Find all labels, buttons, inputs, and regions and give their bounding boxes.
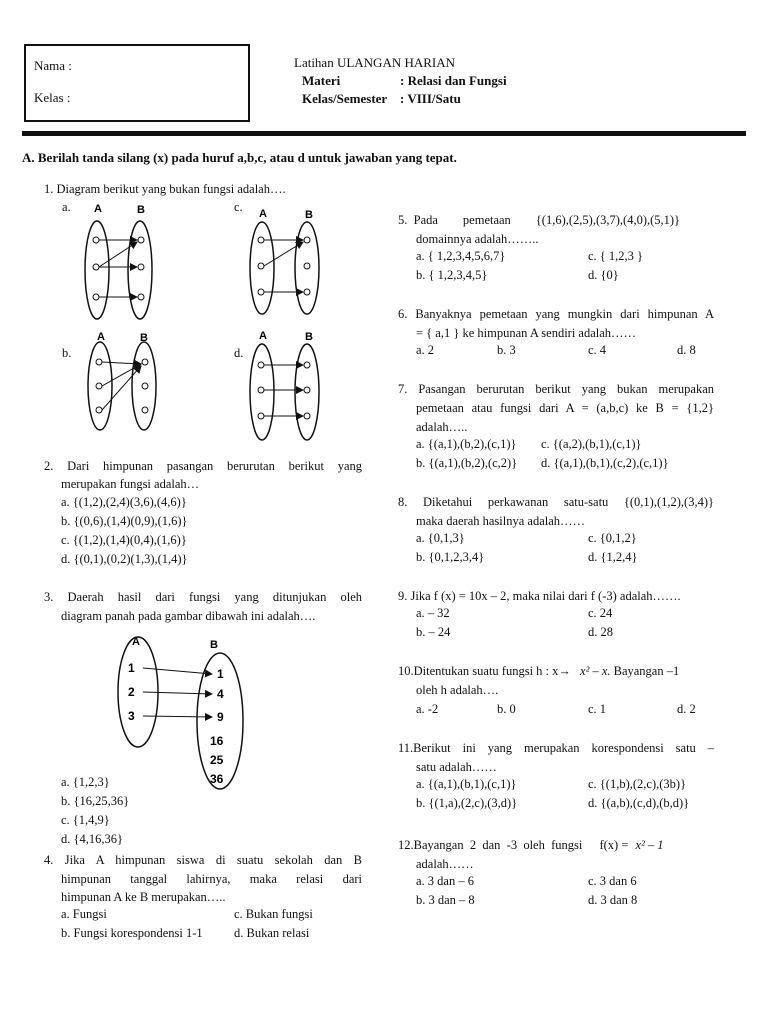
- q1-diagram-b: [88, 331, 156, 430]
- section-instruction: A. Berilah tanda silang (x) pada huruf a,b,c, atau d untuk jawaban yang tepat.: [22, 150, 457, 165]
- q3-diagram: [118, 636, 243, 789]
- q6-option-b[interactable]: b. 3: [497, 343, 516, 357]
- kelas-semester-value: : VIII/Satu: [400, 91, 461, 106]
- question-1: 1. Diagram berikut yang bukan fungsi adalah….: [44, 182, 286, 196]
- q1-label-b[interactable]: b.: [62, 346, 72, 360]
- question-6-line1: 6. Banyaknya pemetaan yang mungkin dari himpunan A: [398, 307, 714, 321]
- q10-option-d[interactable]: d. 2: [677, 702, 696, 716]
- question-7-line2: pemetaan atau fungsi dari A = (a,b,c) ke B = {1,2}: [416, 401, 714, 415]
- q10-text-pre: 10.Ditentukan suatu fungsi h : x→: [398, 664, 571, 678]
- q7-option-c[interactable]: c. {(a,2),(b,1),(c,1)}: [541, 437, 642, 451]
- q8-option-d[interactable]: d. {1,2,4}: [588, 550, 638, 564]
- q4-option-c[interactable]: c. Bukan fungsi: [234, 907, 313, 921]
- q3-set-a-label: A: [132, 636, 140, 648]
- q4-option-b[interactable]: b. Fungsi korespondensi 1-1: [61, 926, 203, 940]
- q5-option-b[interactable]: b. { 1,2,3,4,5}: [416, 268, 488, 282]
- nama-field[interactable]: Nama :: [34, 58, 72, 73]
- q8-option-c[interactable]: c. {0,1,2}: [588, 531, 637, 545]
- question-10-line2: oleh h adalah….: [416, 683, 499, 697]
- q3-codomain-16: 16: [210, 734, 224, 748]
- header-title: Latihan ULANGAN HARIAN: [294, 55, 456, 70]
- q8-option-a[interactable]: a. {0,1,3}: [416, 531, 465, 545]
- question-3-line2: diagram panah pada gambar dibawah ini adalah….: [61, 609, 316, 623]
- q12-option-b[interactable]: b. 3 dan – 8: [416, 893, 475, 907]
- q1a-set-b-label: B: [137, 204, 145, 216]
- q12-option-c[interactable]: c. 3 dan 6: [588, 874, 637, 888]
- question-3-line1: 3. Daerah hasil dari fungsi yang ditunjukan oleh: [44, 590, 362, 604]
- q6-option-d[interactable]: d. 8: [677, 343, 696, 357]
- question-11-line2: satu adalah……: [416, 760, 497, 774]
- q1b-set-a-label: A: [97, 331, 105, 343]
- question-4-line1: 4. Jika A himpunan siswa di suatu sekolah dan B: [44, 853, 362, 867]
- question-4-line2: himpunan tanggal lahirnya, maka relasi dari: [61, 872, 362, 886]
- q10-option-a[interactable]: a. -2: [416, 702, 439, 716]
- q9-option-b[interactable]: b. – 24: [416, 625, 451, 639]
- q9-option-c[interactable]: c. 24: [588, 606, 613, 620]
- question-7-line1: 7. Pasangan berurutan berikut yang bukan merupakan: [398, 382, 714, 396]
- q1a-set-a-label: A: [94, 203, 102, 215]
- q12-option-a[interactable]: a. 3 dan – 6: [416, 874, 474, 888]
- q5-option-d[interactable]: d. {0}: [588, 268, 619, 282]
- q10-text-post: Bayangan –1: [613, 664, 680, 678]
- q7-option-a[interactable]: a. {(a,1),(b,2),(c,1)}: [416, 437, 517, 451]
- q3-codomain-4: 4: [217, 687, 224, 701]
- question-8-line1: 8. Diketahui perkawanan satu-satu {(0,1),(1,2),(3,4)}: [398, 495, 714, 509]
- q2-option-a[interactable]: a. {(1,2),(2,4)(3,6),(4,6)}: [61, 495, 187, 509]
- materi-value: : Relasi dan Fungsi: [400, 73, 507, 88]
- q10-math: x² – x.: [580, 664, 611, 678]
- q2-option-d[interactable]: d. {(0,1),(0,2)(1,3),(1,4)}: [61, 552, 188, 566]
- q12-fx: f(x) =: [599, 838, 629, 852]
- question-10-line1: [398, 662, 679, 681]
- q1d-set-b-label: B: [305, 331, 313, 343]
- q8-option-b[interactable]: b. {0,1,2,3,4}: [416, 550, 485, 564]
- q3-option-d[interactable]: d. {4,16,36}: [61, 832, 123, 846]
- q10-option-c[interactable]: c. 1: [588, 702, 607, 716]
- q12-option-d[interactable]: d. 3 dan 8: [588, 893, 638, 907]
- q1-label-c[interactable]: c.: [234, 200, 243, 214]
- q5-option-a[interactable]: a. { 1,2,3,4,5,6,7}: [416, 249, 506, 263]
- q11-option-c[interactable]: c. {(1,b),(2,c),(3b)}: [588, 777, 687, 791]
- q3-option-c[interactable]: c. {1,4,9}: [61, 813, 110, 827]
- question-5-line2: domainnya adalah……..: [416, 232, 539, 246]
- q3-option-a[interactable]: a. {1,2,3}: [61, 775, 110, 789]
- q6-option-c[interactable]: c. 4: [588, 343, 607, 357]
- q3-domain-2: 2: [128, 685, 135, 699]
- kelas-semester-label: Kelas/Semester: [302, 91, 388, 106]
- q11-option-b[interactable]: b. {(1,a),(2,c),(3,d)}: [416, 796, 518, 810]
- q1-label-d[interactable]: d.: [234, 346, 244, 360]
- q9-option-a[interactable]: a. – 32: [416, 606, 450, 620]
- q3-codomain-36: 36: [210, 772, 224, 786]
- question-9-line1: 9. Jika f (x) = 10x – 2, maka nilai dari f (-3) adalah…….: [398, 589, 681, 603]
- q1-diagram-d: [250, 330, 319, 440]
- question-2-line2: merupakan fungsi adalah…: [61, 477, 200, 491]
- q12-math: x² – 1: [635, 838, 664, 852]
- q3-domain-1: 1: [128, 661, 135, 675]
- q5-option-c[interactable]: c. { 1,2,3 }: [588, 249, 644, 263]
- q7-option-d[interactable]: d. {(a,1),(b,1),(c,2),(c,1)}: [541, 456, 669, 470]
- question-5-line1: 5. Pada pemetaan {(1,6),(2,5),(3,7),(4,0),(5,1)}: [398, 213, 681, 227]
- q1d-set-a-label: A: [259, 330, 267, 342]
- question-11-line1: 11.Berikut ini yang merupakan korespondensi satu –: [398, 741, 714, 755]
- kelas-field[interactable]: Kelas :: [34, 90, 71, 105]
- question-8-line2: maka daerah hasilnya adalah……: [416, 514, 586, 528]
- q1c-set-b-label: B: [305, 209, 313, 221]
- q2-option-b[interactable]: b. {(0,6),(1,4)(0,9),(1,6)}: [61, 514, 188, 528]
- question-2-line1: 2. Dari himpunan pasangan berurutan berikut yang: [44, 459, 362, 473]
- q12-text-pre: 12.Bayangan 2 dan -3 oleh fungsi: [398, 838, 583, 852]
- q4-option-d[interactable]: d. Bukan relasi: [234, 926, 310, 940]
- q1c-set-a-label: A: [259, 208, 267, 220]
- q2-option-c[interactable]: c. {(1,2),(1,4)(0,4),(1,6)}: [61, 533, 187, 547]
- q7-option-b[interactable]: b. {(a,1),(b,2),(c,2)}: [416, 456, 518, 470]
- question-4-line3: himpunan A ke B merupakan…..: [61, 890, 226, 904]
- q1-diagram-a: [85, 203, 152, 319]
- q6-option-a[interactable]: a. 2: [416, 343, 435, 357]
- q3-domain-3: 3: [128, 709, 135, 723]
- question-6-line2: = { a,1 } ke himpunan A sendiri adalah……: [416, 326, 637, 340]
- q3-codomain-25: 25: [210, 753, 224, 767]
- q4-option-a[interactable]: a. Fungsi: [61, 907, 107, 921]
- question-7-line3: adalah…..: [416, 420, 468, 434]
- q1-label-a[interactable]: a.: [62, 200, 71, 214]
- q3-codomain-1: 1: [217, 667, 224, 681]
- q1b-set-b-label: B: [140, 332, 148, 344]
- q1-diagram-c: [250, 208, 319, 314]
- q10-option-b[interactable]: b. 0: [497, 702, 516, 716]
- question-12-line1: [398, 836, 664, 855]
- q3-option-b[interactable]: b. {16,25,36}: [61, 794, 130, 808]
- q3-set-b-label: B: [210, 639, 218, 651]
- question-12-line2: adalah……: [416, 857, 474, 871]
- materi-label: Materi: [302, 73, 341, 88]
- q9-option-d[interactable]: d. 28: [588, 625, 613, 639]
- q11-option-a[interactable]: a. {(a,1),(b,1),(c,1)}: [416, 777, 517, 791]
- q3-codomain-9: 9: [217, 710, 224, 724]
- q11-option-d[interactable]: d. {(a,b),(c,d),(b,d)}: [588, 796, 690, 810]
